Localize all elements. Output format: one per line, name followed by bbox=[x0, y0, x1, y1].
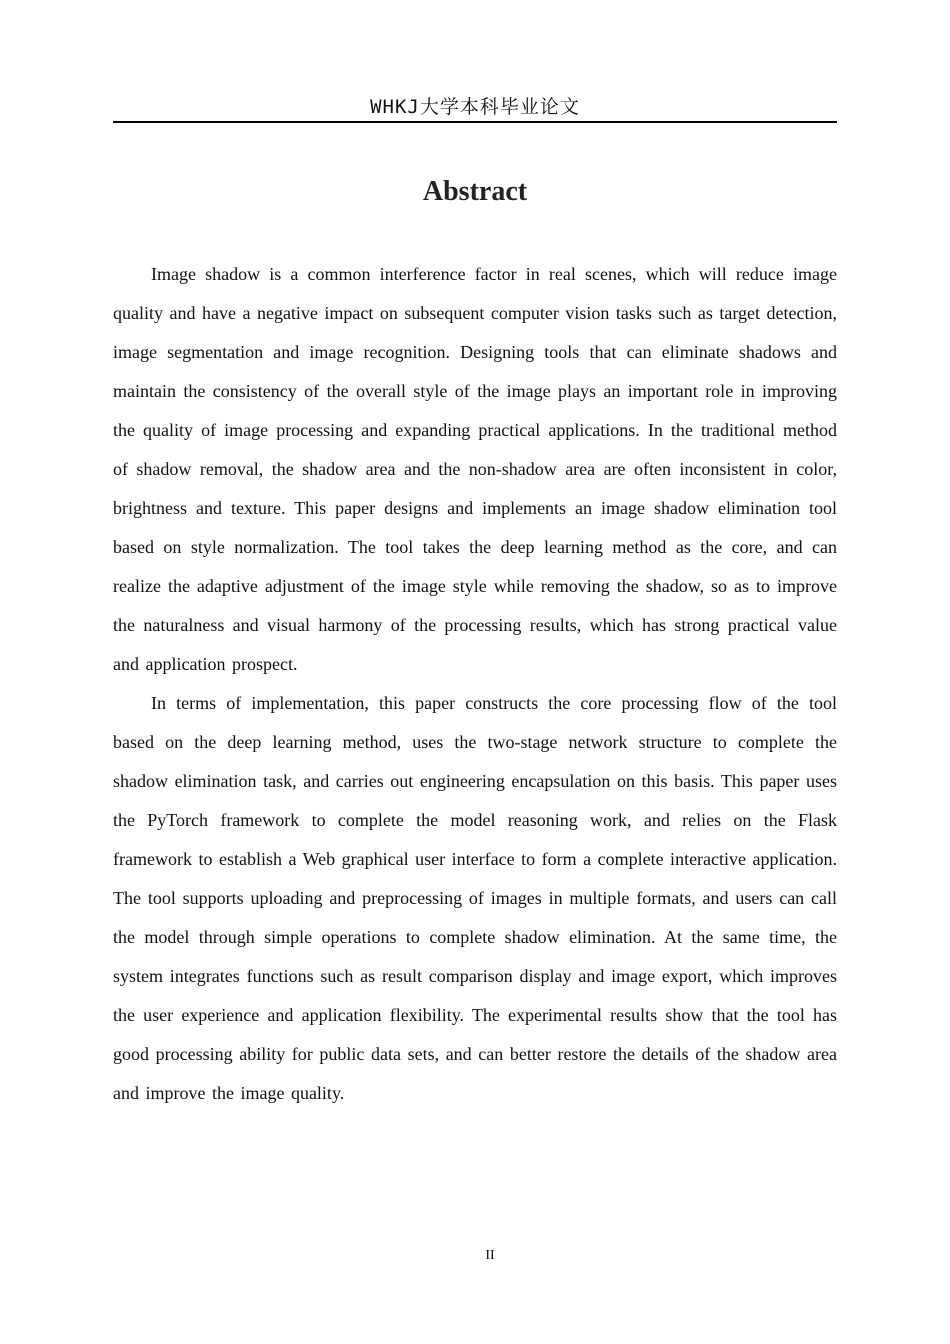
abstract-paragraph-2: In terms of implementation, this paper constructs the core processing flow of the tool based on the deep learning method, uses the two-stage network structure to complete the shadow elimination task, and carries out engineering encapsulation on this basis. This paper uses the PyTorch framework to complete the model reasoning work, and relies on the Flask framework to establish a Web graphical user interface to form a complete interactive application. The tool supports uploading and preprocessing of images in multiple formats, and users can call the model through simple operations to complete shadow elimination. At the same time, the system integrates functions such as result comparison display and image export, which improves the user experience and application flexibility. The experimental results show that the tool has good processing ability for public data sets, and can better restore the details of the shadow area and improve the image quality. bbox=[113, 693, 837, 1103]
header-rule bbox=[113, 121, 837, 123]
abstract-paragraph-1: Image shadow is a common interference factor in real scenes, which will reduce image quality and have a negative impact on subsequent computer vision tasks such as target detection, image segmentation and image recognition. Designing tools that can eliminate shadows and maintain the consistency of the overall style of the image plays an important role in improving the quality of image processing and expanding practical applications. In the traditional method of shadow removal, the shadow area and the non-shadow area are often inconsistent in color, brightness and texture. This paper designs and implements an image shadow elimination tool based on style normalization. The tool takes the deep learning method as the core, and can realize the adaptive adjustment of the image style while removing the shadow, so as to improve the naturalness and visual harmony of the processing results, which has strong practical value and application prospect. bbox=[113, 264, 837, 674]
abstract-body bbox=[113, 255, 837, 1113]
page-number: II bbox=[485, 1248, 495, 1263]
running-header: WHKJ大学本科毕业论文 bbox=[370, 96, 580, 118]
page-title: Abstract bbox=[422, 176, 528, 207]
